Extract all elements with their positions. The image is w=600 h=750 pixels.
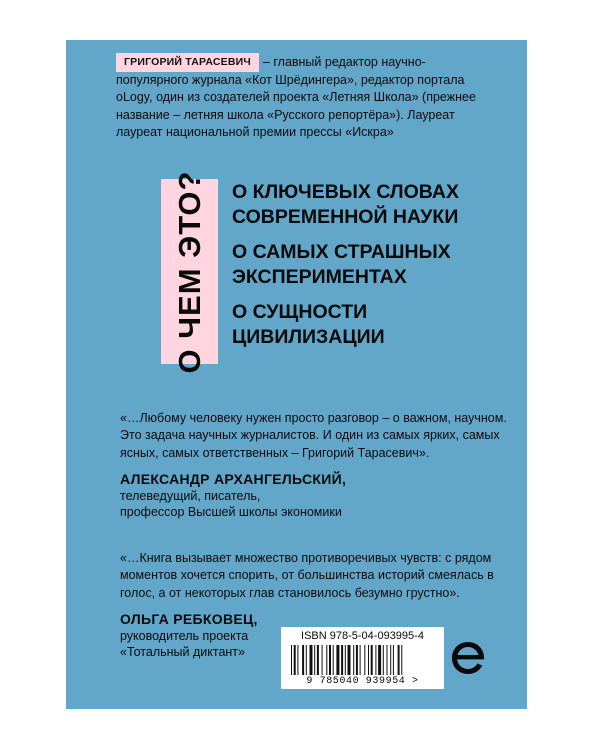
barcode-bar	[360, 645, 361, 675]
barcode-bar	[356, 645, 358, 675]
barcode-bar	[333, 645, 334, 675]
barcode-bar	[393, 645, 394, 675]
barcode-bar	[401, 645, 402, 675]
quote-role-line: профессор Высшей школы экономики	[120, 504, 342, 519]
barcode-bar	[310, 645, 313, 675]
barcode-bar	[375, 645, 376, 675]
barcode-bar	[297, 645, 298, 675]
barcode-bar	[291, 645, 292, 675]
vertical-tag	[161, 170, 218, 373]
barcode-bars	[291, 645, 434, 675]
headline-3: О СУЩНОСТИ ЦИВИЛИЗАЦИИ	[232, 301, 385, 348]
vertical-tag-label: О ЧЕМ ЭТО?	[171, 170, 207, 373]
barcode-bar	[336, 645, 339, 675]
barcode-bar	[329, 645, 331, 675]
barcode-bar	[306, 645, 307, 675]
isbn-barcode	[281, 627, 444, 689]
barcode-bar	[378, 645, 381, 675]
headline-1: О КЛЮЧЕВЫХ СЛОВАХ СОВРЕМЕННОЙ НАУКИ	[232, 181, 459, 228]
headline-2: О САМЫХ СТРАШНЫХ ЭКСПЕРИМЕНТАХ	[232, 241, 451, 288]
barcode-bar	[353, 645, 354, 675]
author-name-tag: ГРИГОРИЙ ТАРАСЕВИЧ	[116, 53, 259, 72]
barcode-bar	[383, 645, 384, 675]
quote-role-line: «Тотальный диктант»	[120, 644, 245, 659]
barcode-bar	[314, 645, 315, 675]
book-back-cover	[66, 40, 527, 709]
barcode-bar	[387, 645, 388, 675]
quote-text: «…Книга вызывает множество противоречивых чувств: с рядом моментов хочется спорить, от большинства историй смеялась в голос, а от некоторых глав становилось безумно грустно».	[120, 551, 494, 600]
barcode-bar	[390, 645, 391, 675]
quote-author: ОЛЬГА РЕБКОВЕЦ,	[120, 610, 258, 627]
quote-role-line: телеведущий, писатель,	[120, 488, 261, 503]
quote-text: «…Любому человеку нужен просто разговор – о важном, научном. Это задача научных журналистов. И один из самых ярких, самых ясных, самых ответственных – Григорий Тарасевич».	[120, 411, 507, 460]
eksmo-logo-icon	[448, 638, 488, 678]
isbn-number: ISBN 978-5-04-093995-4	[301, 630, 424, 642]
quote-author: АЛЕКСАНДР АРХАНГЕЛЬСКИЙ,	[120, 470, 347, 487]
barcode-bar	[294, 645, 296, 675]
barcode-bar	[345, 645, 346, 675]
barcode-bar	[341, 645, 343, 675]
barcode-bar	[302, 645, 304, 675]
barcode-bar	[317, 645, 319, 675]
barcode-bar	[326, 645, 327, 675]
barcode-bar	[364, 645, 365, 675]
barcode-bar	[368, 645, 369, 675]
barcode-bar	[371, 645, 373, 675]
barcode-bar	[322, 645, 323, 675]
review-quote-1	[120, 410, 512, 520]
author-bio	[116, 53, 486, 141]
barcode-bar	[398, 645, 400, 675]
author-bio-text: – главный редактор научно-популярного журнала «Кот Шрёдингера», редактор портала oLogy, один из создателей проекта «Летняя Школа» (прежнее название – летняя школа «Русского репортёра»). Лауреат лауреат национальной премии прессы «Искра»	[116, 55, 476, 139]
barcode-digits: 9 785040 939954 >	[306, 676, 419, 687]
quote-role-line: руководитель проекта	[120, 628, 249, 643]
headlines	[232, 180, 522, 360]
barcode-bar	[348, 645, 351, 675]
